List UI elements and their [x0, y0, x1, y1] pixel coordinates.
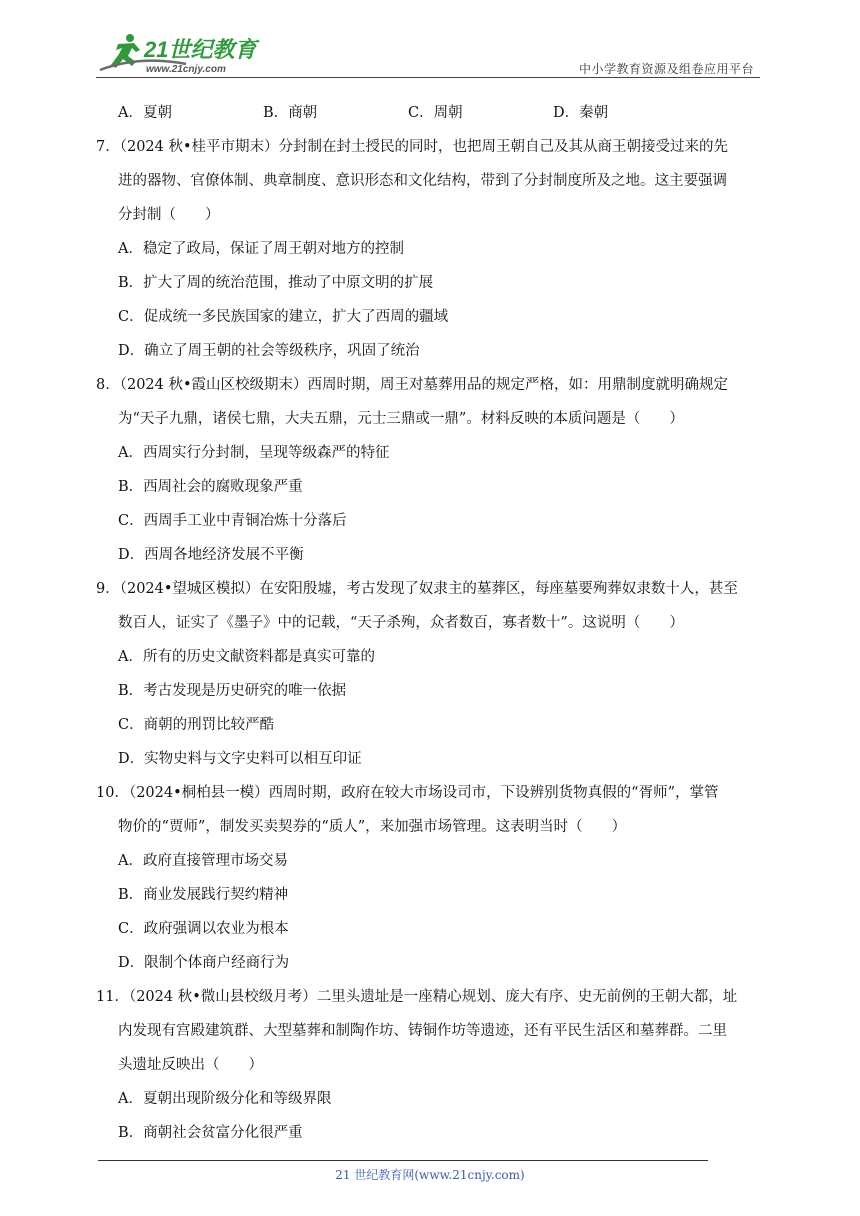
option-b: B．考古发现是历史研究的唯一依据 — [118, 683, 347, 699]
option-c: C．商朝的刑罚比较严酷 — [118, 717, 275, 733]
option-a: A．稳定了政局，保证了周王朝对地方的控制 — [118, 241, 404, 257]
site-logo — [96, 30, 271, 76]
question-stem-line: 进的器物、官僚体制、典章制度、意识形态和文化结构，带到了分封制度所及之地。这主要强调 — [118, 173, 727, 189]
question-stem-line: 8．（2024 秋•霞山区校级期末）西周时期，周王对墓葬用品的规定严格，如：用鼎制度就明确规定 — [96, 377, 729, 393]
question-stem-line: 物价的“贾师”，制发买卖契券的“质人”，来加强市场管理。这表明当时（ ） — [118, 819, 627, 835]
question-stem-line: 10．（2024•桐柏县一模）西周时期，政府在较大市场设司市，下设辨别货物真假的“胥师”，掌管 — [96, 785, 719, 801]
option-b: B．扩大了周的统治范围，推动了中原文明的扩展 — [118, 275, 434, 291]
question-9 — [96, 572, 764, 776]
question-8 — [96, 368, 764, 572]
option-b: B．商朝 — [263, 105, 318, 121]
question-content — [96, 96, 764, 1150]
option-d: D．实物史料与文字史料可以相互印证 — [118, 751, 362, 767]
option-d: D．确立了周王朝的社会等级秩序，巩固了统治 — [118, 343, 420, 359]
logo-text: 21世纪教育 — [144, 37, 257, 62]
footer-divider — [98, 1160, 708, 1161]
footer-source-link[interactable]: 21 世纪教育网(www.21cnjy.com) — [335, 1168, 525, 1182]
question-stem-line: 7．（2024 秋•桂平市期末）分封制在封土授民的同时，也把周王朝自己及其从商王朝接受过来的先 — [96, 139, 729, 155]
header-divider — [96, 77, 760, 78]
logo-url: www.21cnjy.com — [146, 64, 226, 75]
option-a: A．夏朝出现阶级分化和等级界限 — [118, 1091, 332, 1107]
question-10 — [96, 776, 764, 980]
question-stem-line: 头遗址反映出（ ） — [118, 1057, 263, 1073]
question-stem-line: 数百人，证实了《墨子》中的记载，“天子杀殉，众者数百，寡者数十”。这说明（ ） — [118, 615, 684, 631]
question-stem-line: 为“天子九鼎，诸侯七鼎，大夫五鼎，元士三鼎或一鼎”。材料反映的本质问题是（ ） — [118, 411, 684, 427]
option-c: C．促成统一多民族国家的建立，扩大了西周的疆域 — [118, 309, 449, 325]
option-b: B．商朝社会贫富分化很严重 — [118, 1125, 303, 1141]
question-7 — [96, 130, 764, 368]
option-c: C．周朝 — [408, 105, 463, 121]
option-a: A．所有的历史文献资料都是真实可靠的 — [118, 649, 375, 665]
option-c: C．政府强调以农业为根本 — [118, 921, 289, 937]
prev-question-options — [96, 96, 764, 130]
question-11 — [96, 980, 764, 1150]
option-d: D．限制个体商户经商行为 — [118, 955, 290, 971]
option-c: C．西周手工业中青铜冶炼十分落后 — [118, 513, 347, 529]
option-a: A．政府直接管理市场交易 — [118, 853, 288, 869]
option-b: B．商业发展践行契约精神 — [118, 887, 289, 903]
option-a: A．夏朝 — [118, 105, 172, 121]
question-stem-line: 分封制（ ） — [118, 207, 220, 223]
question-stem-line: 9．（2024•望城区模拟）在安阳殷墟，考古发现了奴隶主的墓葬区，每座墓要殉葬奴隶数十人，甚至 — [96, 581, 738, 597]
option-b: B．西周社会的腐败现象严重 — [118, 479, 303, 495]
option-d: D．秦朝 — [553, 105, 609, 121]
option-d: D．西周各地经济发展不平衡 — [118, 547, 304, 563]
site-tagline: 中小学教育资源及组卷应用平台 — [578, 62, 754, 76]
question-stem-line: 11．（2024 秋•微山县校级月考）二里头遗址是一座精心规划、庞大有序、史无前例的王朝大都，址 — [96, 989, 738, 1005]
option-a: A．西周实行分封制，呈现等级森严的特征 — [118, 445, 390, 461]
question-stem-line: 内发现有宫殿建筑群、大型墓葬和制陶作坊、铸铜作坊等遗迹，还有平民生活区和墓葬群。二里 — [118, 1023, 727, 1039]
page-header — [96, 30, 760, 80]
